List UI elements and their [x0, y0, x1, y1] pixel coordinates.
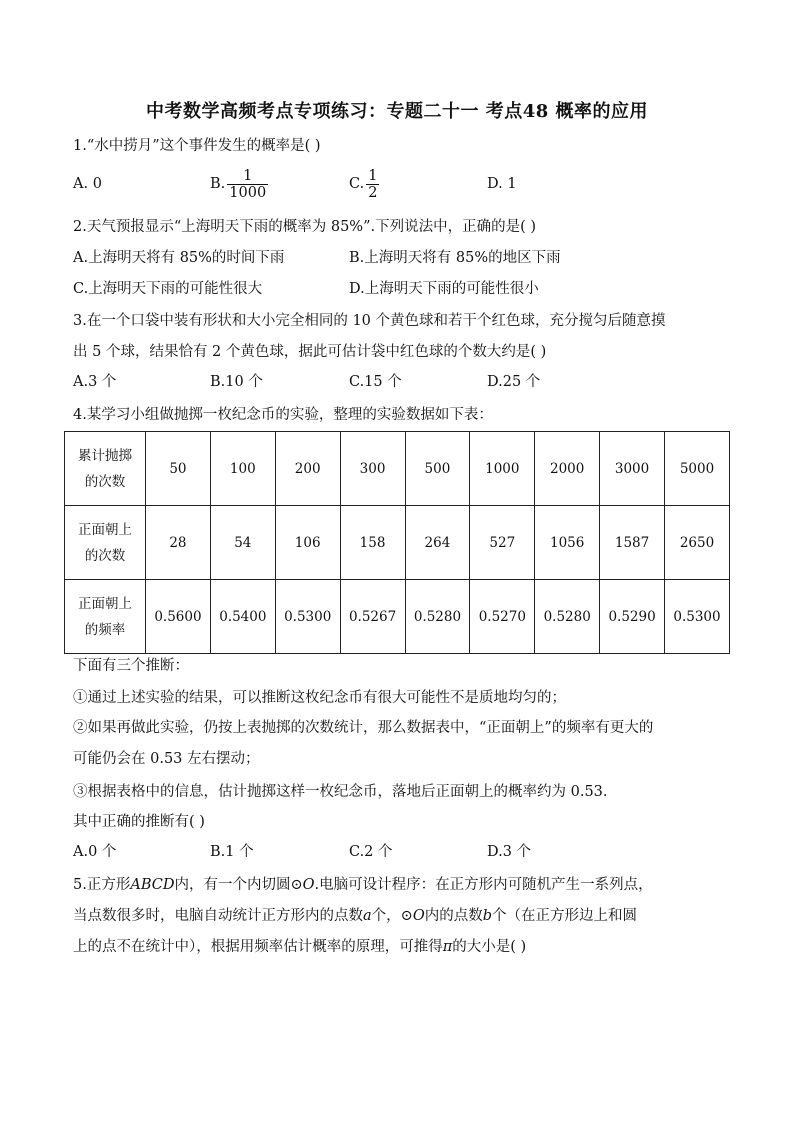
q5-stem-line2	[73, 906, 637, 926]
table-cell: 0.5300	[275, 580, 340, 654]
q2-options-row1	[73, 246, 753, 270]
q3-option-c: C.15 个	[349, 374, 402, 390]
q4-option-d: D.3 个	[487, 844, 532, 860]
q2-option-d: D.上海明天下雨的可能性很小	[349, 281, 539, 297]
q5-stem-line1	[73, 875, 653, 895]
text-span: 个，⊙	[371, 908, 413, 924]
row-header-line: 的次数	[84, 473, 126, 490]
q4-question: 其中正确的推断有( )	[73, 814, 205, 830]
math-variable: π	[442, 939, 453, 955]
table-cell: 5000	[665, 432, 730, 506]
q1-option-c-prefix: C.	[349, 176, 365, 192]
table-cell: 200	[275, 432, 340, 506]
math-variable: ABCD	[130, 877, 175, 893]
q4-option-b: B.1 个	[210, 844, 254, 860]
text-span: 内，有一个内切圆⊙	[174, 877, 303, 893]
table-cell: 1000	[470, 432, 535, 506]
table-cell: 106	[275, 506, 340, 580]
table-cell: 0.5600	[146, 580, 211, 654]
q2-options-row2	[73, 277, 753, 301]
table-cell: 0.5280	[535, 580, 600, 654]
table-cell: 100	[210, 432, 275, 506]
q3-option-a: A.3 个	[73, 374, 117, 390]
q3-option-d: D.25 个	[487, 374, 541, 390]
table-cell: 158	[340, 506, 405, 580]
fraction-numerator: 1	[227, 168, 268, 185]
text-span: 的大小是( )	[452, 939, 527, 955]
q4-inference-2-line2: 可能仍会在 0.53 左右摆动；	[73, 751, 260, 767]
q4-inference-1: ①通过上述实验的结果，可以推断这枚纪念币有很大可能性不是质地均匀的；	[73, 690, 566, 706]
table-cell: 0.5270	[470, 580, 535, 654]
math-variable: O	[302, 877, 315, 893]
q4-option-c: C.2 个	[349, 844, 393, 860]
q3-option-b: B.10 个	[210, 374, 263, 390]
fraction-denominator: 1000	[229, 184, 267, 201]
q1-option-b-prefix: B.	[210, 176, 226, 192]
text-span: 个（在正方形边上和圆	[492, 908, 637, 924]
table-cell: 0.5267	[340, 580, 405, 654]
table-cell: 0.5280	[405, 580, 470, 654]
row-header	[65, 580, 146, 654]
row-header-line: 累计抛掷	[78, 447, 132, 464]
table-cell: 1587	[600, 506, 665, 580]
table-cell: 1056	[535, 506, 600, 580]
q1-option-a: A. 0	[73, 176, 102, 192]
q4-stem: 4.某学习小组做抛掷一枚纪念币的实验，整理的实验数据如下表：	[73, 407, 493, 423]
row-header	[65, 432, 146, 506]
table-cell: 28	[146, 506, 211, 580]
row-header	[65, 506, 146, 580]
table-cell: 50	[146, 432, 211, 506]
table-cell: 54	[210, 506, 275, 580]
text-span: 5.正方形	[73, 877, 131, 893]
q4-options	[73, 840, 753, 864]
math-variable: b	[482, 908, 492, 924]
table-cell: 500	[405, 432, 470, 506]
table-cell: 0.5290	[600, 580, 665, 654]
q1-stem: 1.“水中捞月”这个事件发生的概率是( )	[73, 138, 321, 154]
q1-option-b-fraction	[227, 168, 268, 201]
q1-option-d: D. 1	[487, 176, 517, 192]
q2-option-a: A.上海明天将有 85%的时间下雨	[73, 250, 285, 266]
q3-stem-line2: 出 5 个球，结果恰有 2 个黄色球，据此可估计袋中红色球的个数大约是( )	[73, 344, 547, 360]
text-span: 上的点不在统计中），根据用频率估计概率的原理，可推得	[73, 939, 443, 955]
q1-option-b	[210, 164, 268, 204]
q1-option-c	[349, 164, 379, 204]
q4-inference-intro: 下面有三个推断：	[73, 658, 189, 674]
row-header-line: 的频率	[84, 621, 126, 638]
q4-option-a: A.0 个	[73, 844, 117, 860]
table-cell: 527	[470, 506, 535, 580]
text-span: 内的点数	[424, 908, 483, 924]
experiment-data-table	[64, 431, 730, 654]
row-header-line: 正面朝上	[78, 521, 132, 538]
fraction-numerator: 1	[368, 167, 378, 184]
table-cell: 0.5400	[210, 580, 275, 654]
q1-options	[73, 164, 753, 204]
table-cell: 2000	[535, 432, 600, 506]
table-row	[65, 432, 730, 506]
text-span: .电脑可设计程序：在正方形内可随机产生一系列点，	[314, 877, 653, 893]
table-cell: 300	[340, 432, 405, 506]
q2-stem: 2.天气预报显示“上海明天下雨的概率为 85%”.下列说法中，正确的是( )	[73, 219, 537, 235]
q1-option-c-fraction	[366, 168, 379, 201]
row-header-line: 的次数	[84, 547, 126, 564]
page-title: 中考数学高频考点专项练习：专题二十一 考点48 概率的应用	[145, 101, 649, 122]
row-header-line: 正面朝上	[78, 595, 132, 612]
math-variable: a	[363, 908, 372, 924]
math-variable: O	[412, 908, 425, 924]
q2-option-b: B.上海明天将有 85%的地区下雨	[349, 250, 561, 266]
table-row	[65, 580, 730, 654]
table-cell: 2650	[665, 506, 730, 580]
table-cell: 264	[405, 506, 470, 580]
q3-stem-line1: 3.在一个口袋中装有形状和大小完全相同的 10 个黄色球和若干个红色球，充分搅匀后随意摸	[73, 313, 666, 329]
q4-inference-2-line1: ②如果再做此实验，仍按上表抛掷的次数统计，那么数据表中，“正面朝上”的频率有更大的	[73, 720, 654, 736]
q3-options	[73, 370, 753, 394]
q5-stem-line3	[73, 937, 526, 957]
table-cell: 3000	[600, 432, 665, 506]
q2-option-c: C.上海明天下雨的可能性很大	[73, 281, 263, 297]
table-row	[65, 506, 730, 580]
text-span: 当点数很多时，电脑自动统计正方形内的点数	[73, 908, 363, 924]
table-cell: 0.5300	[665, 580, 730, 654]
q4-inference-3: ③根据表格中的信息，估计抛掷这样一枚纪念币，落地后正面朝上的概率约为 0.53.	[73, 784, 608, 800]
fraction-denominator: 2	[368, 184, 378, 201]
